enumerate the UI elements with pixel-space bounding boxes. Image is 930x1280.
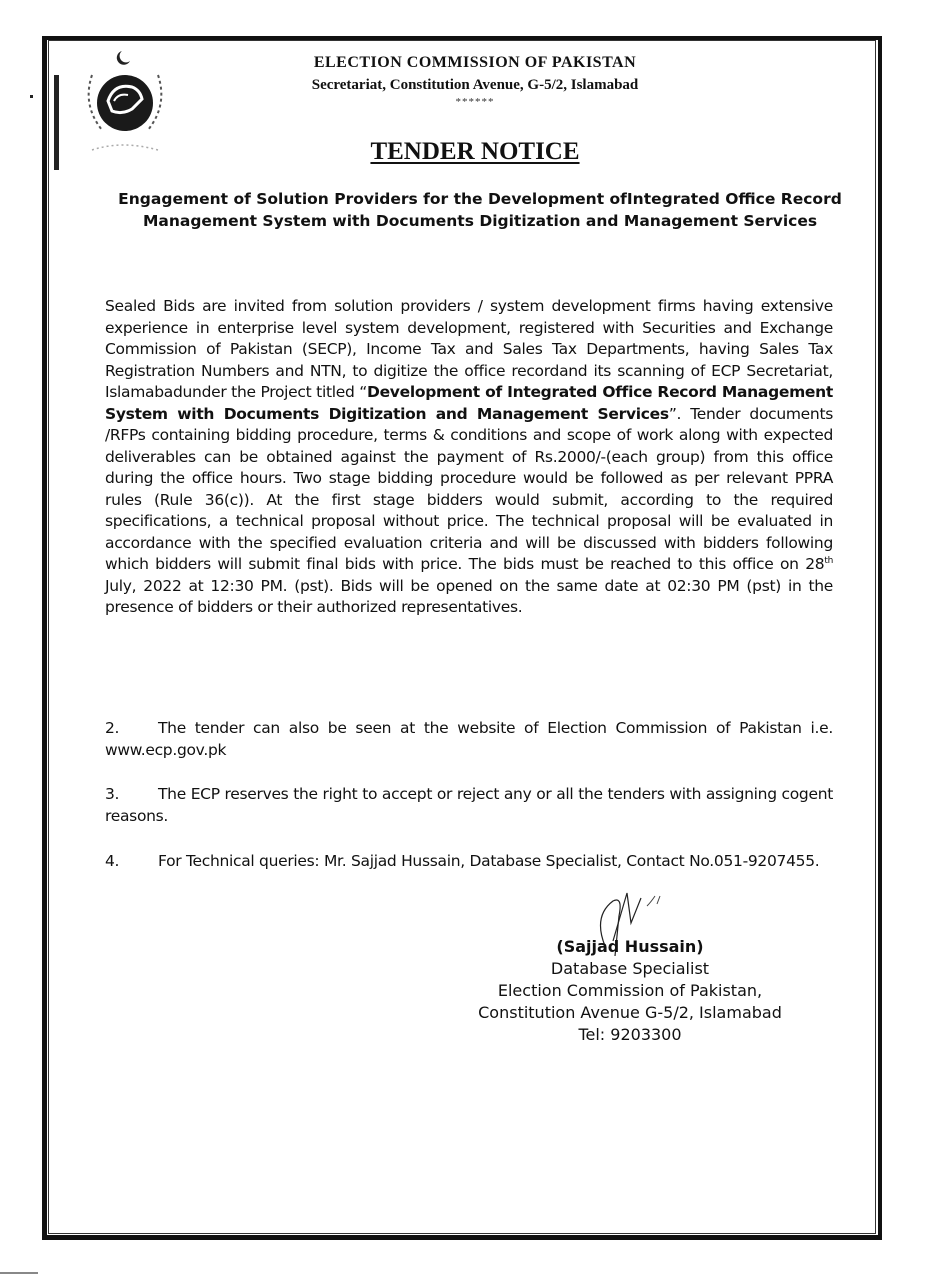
- paragraph-text: For Technical queries: Mr. Sajjad Hussain, Database Specialist, Contact No.051-9207455.: [158, 852, 820, 870]
- signatory-address: Constitution Avenue G-5/2, Islamabad: [478, 1003, 782, 1022]
- ecp-emblem-icon: [70, 45, 180, 175]
- notice-subject: Engagement of Solution Providers for the Development ofIntegrated Office Record Management System with Documents Digitization and Management Services: [118, 190, 842, 230]
- page-title: TENDER NOTICE: [370, 138, 580, 165]
- organization-address: Secretariat, Constitution Avenue, G-5/2, Islamabad: [311, 77, 639, 93]
- scan-artifact: [30, 95, 33, 98]
- paragraph-text: The ECP reserves the right to accept or reject any or all the tenders with assigning cogent reasons.: [105, 785, 833, 825]
- paragraph-2: [105, 718, 833, 761]
- signatory-designation: Database Specialist: [550, 959, 710, 978]
- p1-body-text: ”. Tender documents /RFPs containing bidding procedure, terms & conditions and scope of work along with expected deliverables can be obtained against the payment of Rs.2000/-(each group) from this office during the office hours. Two stage bidding procedure would be followed as per relevant PPRA rules (Rule 36(c)). At the first stage bidders would submit, according to the required specifications, a technical proposal without price. The technical proposal will be evaluated in accordance with the specified evaluation criteria and will be discussed with bidders following which bidders will submit final bids with price. The bids must be reached to this office on 28: [105, 404, 834, 573]
- date-suffix: th: [824, 555, 833, 566]
- project-title: Development of Integrated Office Record Management System with Documents Digitization and Management Services: [105, 383, 833, 423]
- scan-artifact: [0, 1272, 38, 1274]
- signatory-name: (Sajjad Hussain): [556, 937, 704, 956]
- signatory-tel: Tel: 9203300: [578, 1025, 682, 1044]
- organization-name: ELECTION COMMISSION OF PAKISTAN: [313, 54, 637, 71]
- p1-end-text: July, 2022 at 12:30 PM. (pst). Bids will be opened on the same date at 02:30 PM (pst) in the presence of bidders or their authorized representatives.: [105, 576, 833, 616]
- header-separator: ******: [455, 96, 495, 108]
- paragraph-4: [105, 851, 863, 873]
- paragraph-number: 2.: [105, 719, 120, 737]
- p1-intro-text: Sealed Bids are invited from solution providers / system development firms having extensive experience in enterprise level system development, registered with Securities and Exchange Commission of Pakistan (SECP), Income Tax and Sales Tax Departments, having Sales Tax Registration Numbers and NTN, to digitize the office recordand its scanning of ECP Secretariat, Islamabadunder the Project titled “: [105, 297, 833, 401]
- signatory-organization: Election Commission of Pakistan,: [497, 981, 763, 1000]
- paragraph-number: 4.: [105, 852, 120, 870]
- paragraph-3: [105, 784, 833, 827]
- signature-block: [440, 888, 820, 1046]
- paragraph-number: 3.: [105, 785, 120, 803]
- paragraph-1: [105, 296, 833, 619]
- paragraph-text: The tender can also be seen at the website of Election Commission of Pakistan i.e. www.ecp.gov.pk: [105, 719, 833, 759]
- scan-artifact: [54, 75, 59, 170]
